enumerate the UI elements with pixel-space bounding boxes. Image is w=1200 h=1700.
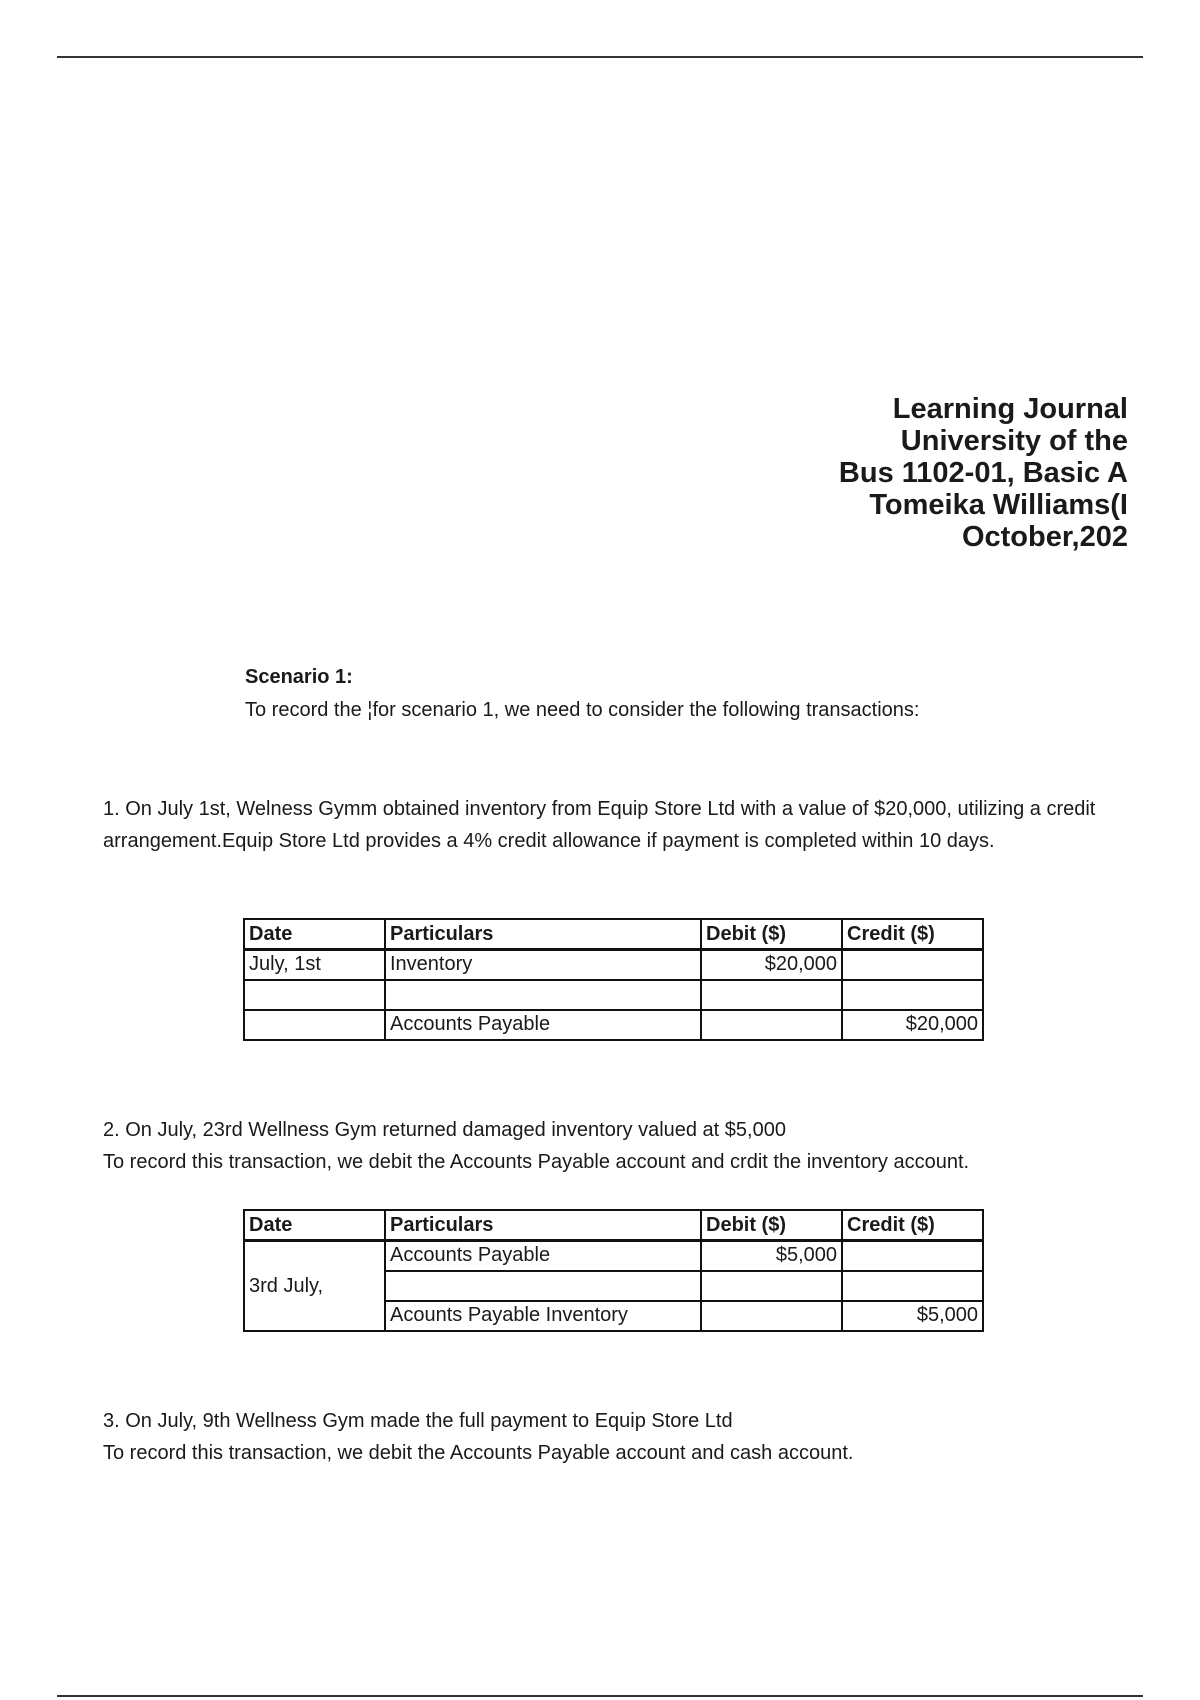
title-line: University of the (900, 425, 1128, 457)
cell-date: July, 1st (244, 950, 385, 981)
header-particulars: Particulars (385, 919, 701, 950)
title-line: October,202 (961, 521, 1128, 553)
transaction-2-text (103, 1114, 1133, 1178)
cell-debit: $5,000 (701, 1241, 842, 1272)
title-line: Tomeika Williams(I (869, 489, 1128, 521)
table-row (244, 1241, 983, 1272)
cell-credit (842, 950, 983, 981)
cell-debit (701, 1271, 842, 1301)
cell-debit (701, 1010, 842, 1040)
header-date: Date (244, 919, 385, 950)
cell-debit (701, 980, 842, 1010)
header-debit: Debit ($) (701, 919, 842, 950)
journal-table-1 (243, 918, 984, 1041)
header-debit: Debit ($) (701, 1210, 842, 1241)
cell-particulars: Acounts Payable Inventory (385, 1301, 701, 1331)
header-date: Date (244, 1210, 385, 1241)
cell-particulars: Inventory (385, 950, 701, 981)
journal-table-2 (243, 1209, 984, 1332)
header-credit: Credit ($) (842, 919, 983, 950)
top-rule (57, 56, 1143, 58)
table-row (244, 980, 983, 1010)
cell-credit (842, 1241, 983, 1272)
transaction-2-line-1: 2. On July, 23rd Wellness Gym returned damaged inventory valued at $5,000 (103, 1119, 786, 1141)
table-row (244, 950, 983, 981)
cell-credit: $5,000 (842, 1301, 983, 1331)
cell-date (244, 980, 385, 1010)
title-block (760, 393, 1128, 553)
cell-particulars (385, 1271, 701, 1301)
transaction-2-line-2: To record this transaction, we debit the Accounts Payable account and crdit the inventory account. (103, 1151, 970, 1173)
table-header-row (244, 919, 983, 950)
title-line: Bus 1102-01, Basic A (838, 457, 1128, 489)
cell-debit: $20,000 (701, 950, 842, 981)
cell-date: 3rd July, (244, 1241, 385, 1332)
cell-credit (842, 1271, 983, 1301)
transaction-3-line-2: To record this transaction, we debit the Accounts Payable account and cash account. (103, 1442, 854, 1464)
cell-particulars (385, 980, 701, 1010)
cell-credit (842, 980, 983, 1010)
scenario-intro: To record the ¦for scenario 1, we need to consider the following transactions: (245, 699, 920, 721)
title-line: Learning Journal (892, 393, 1128, 425)
transaction-3-text (103, 1405, 1133, 1469)
header-credit: Credit ($) (842, 1210, 983, 1241)
header-particulars: Particulars (385, 1210, 701, 1241)
bottom-rule (57, 1695, 1143, 1697)
transaction-1-text: 1. On July 1st, Welness Gymm obtained inventory from Equip Store Ltd with a value of $20,000, utilizing a credit arrangement.Equip Store Ltd provides a 4% credit allowance if payment is completed within 10 days. (103, 798, 1096, 852)
cell-credit: $20,000 (842, 1010, 983, 1040)
cell-particulars: Accounts Payable (385, 1241, 701, 1272)
scenario-heading: Scenario 1: (245, 666, 353, 688)
table-row (244, 1010, 983, 1040)
transaction-3-line-1: 3. On July, 9th Wellness Gym made the full payment to Equip Store Ltd (103, 1410, 733, 1432)
table-header-row (244, 1210, 983, 1241)
cell-particulars: Accounts Payable (385, 1010, 701, 1040)
cell-date (244, 1010, 385, 1040)
cell-debit (701, 1301, 842, 1331)
